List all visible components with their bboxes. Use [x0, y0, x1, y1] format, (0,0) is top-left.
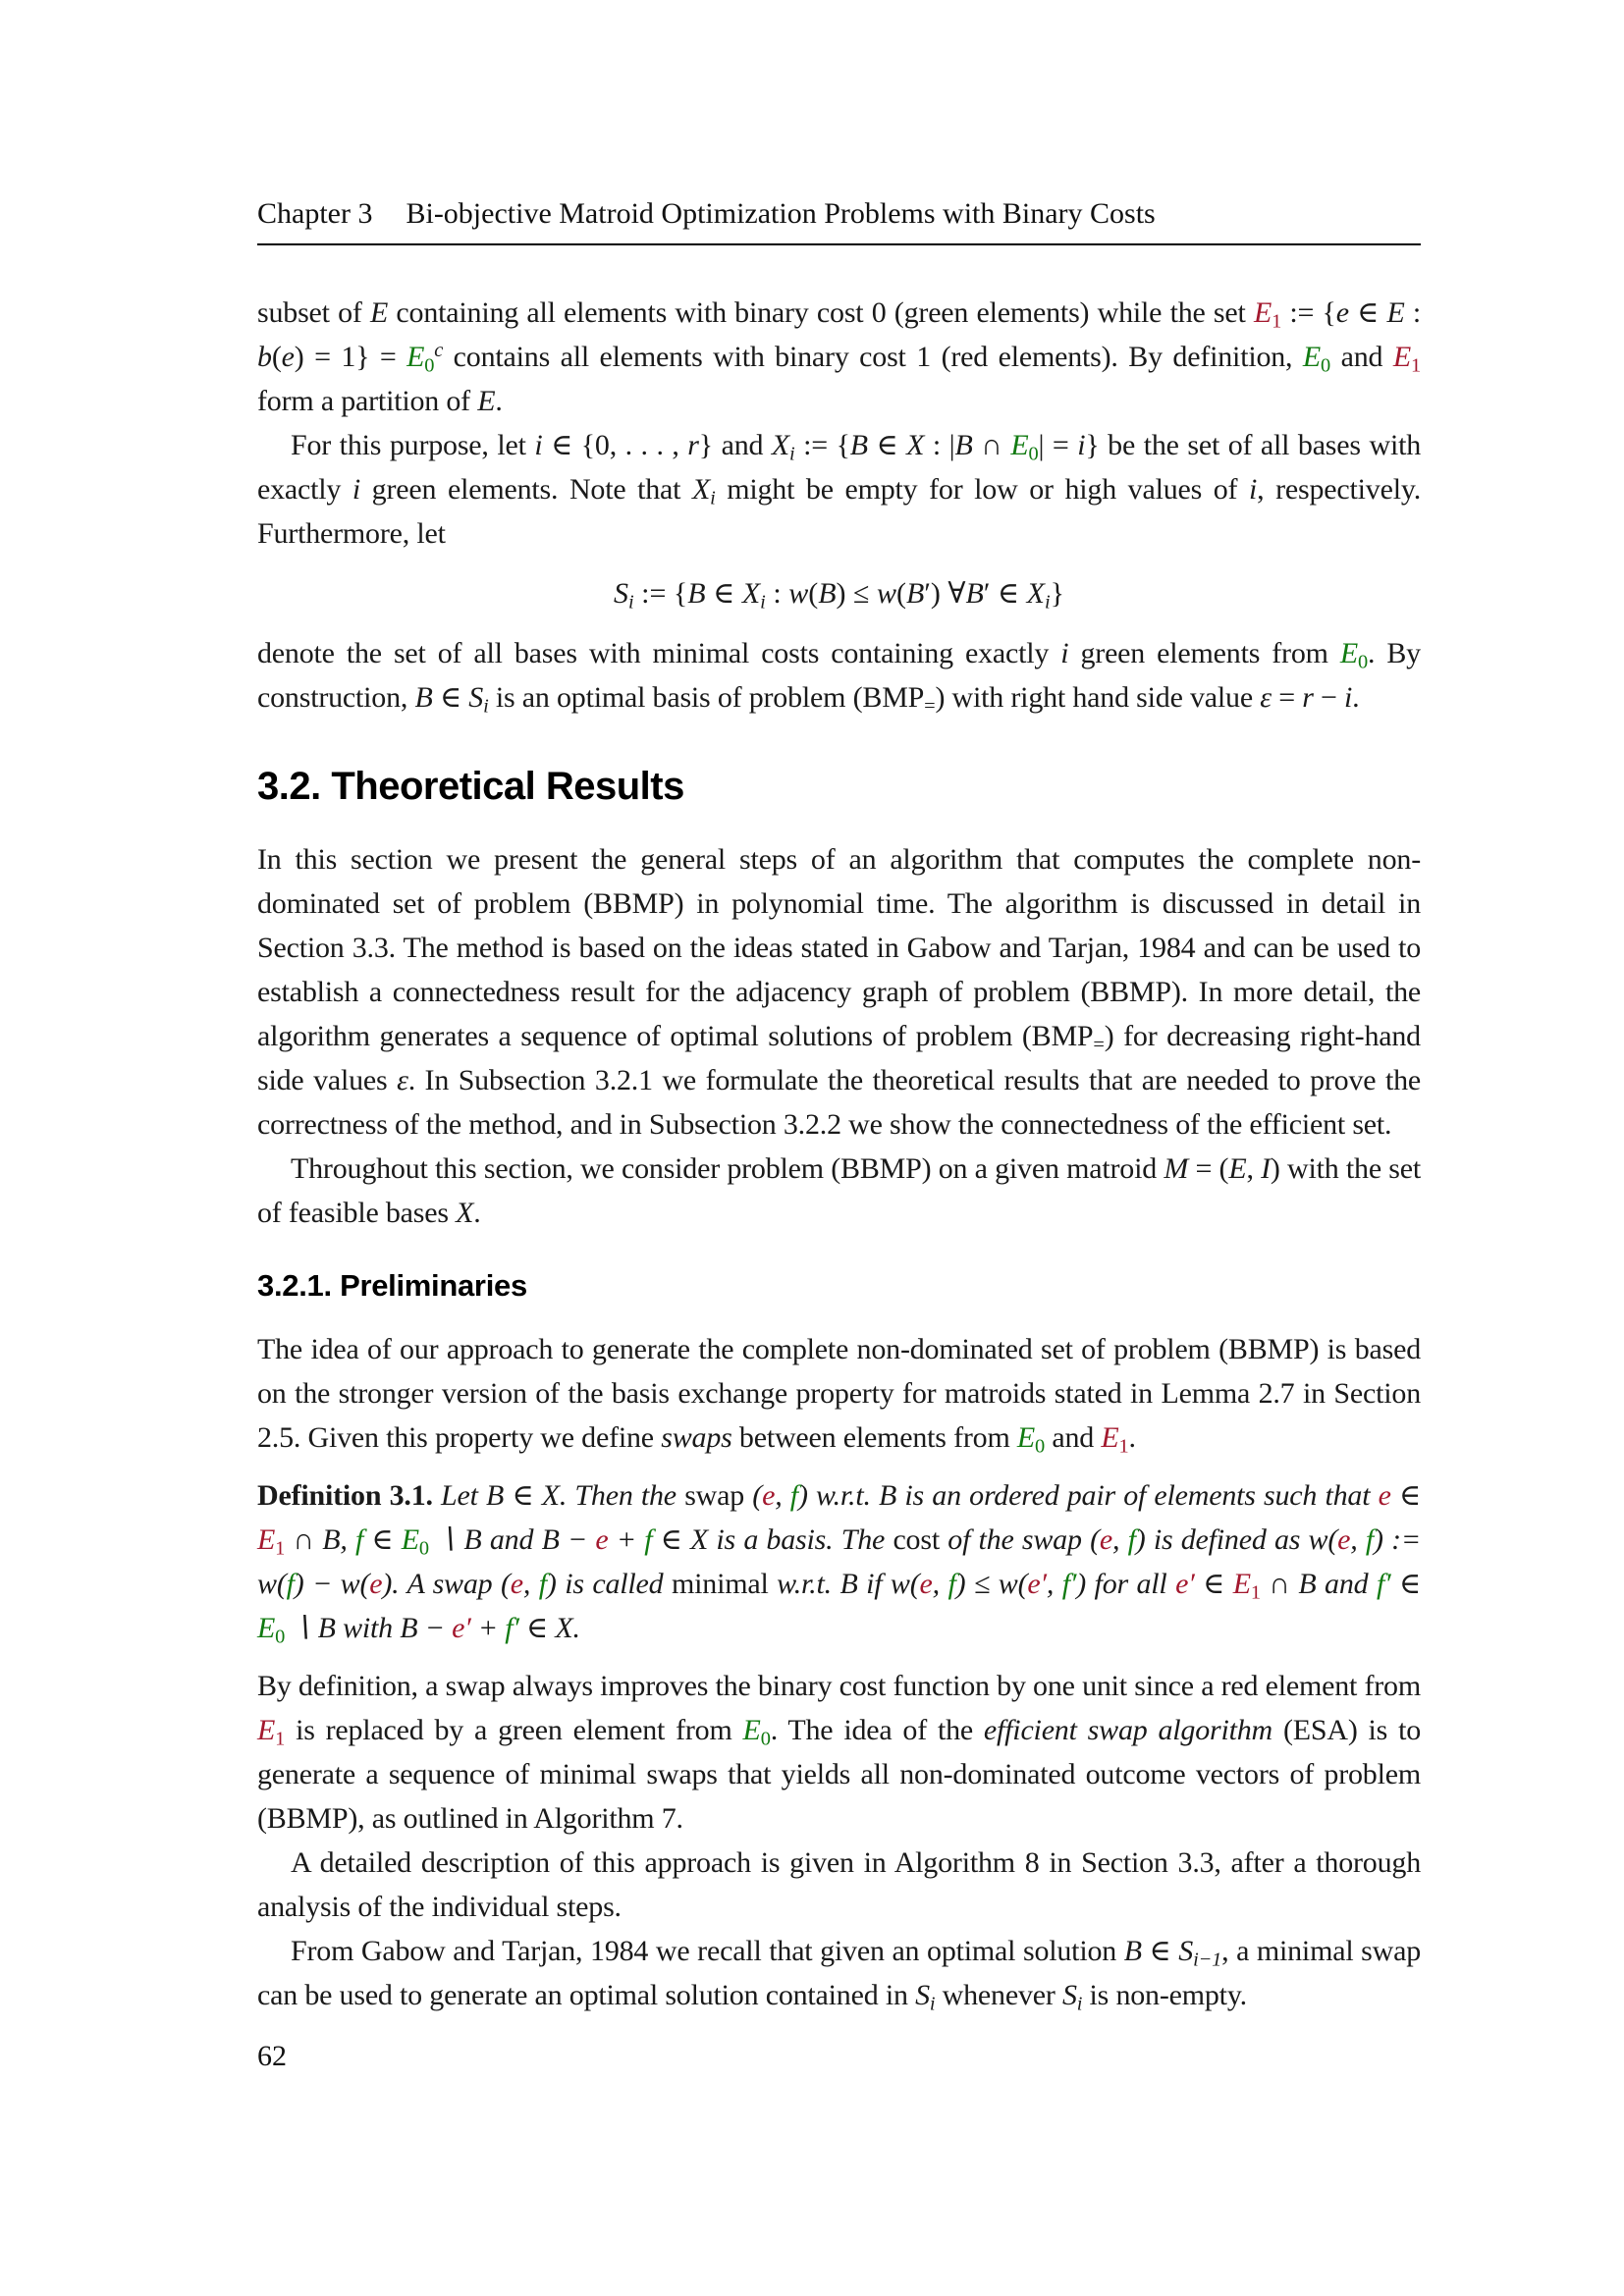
paragraph-detailed-description: A detailed description of this approach is given in Algorithm 8 in Section 3.3, after a thorough analysis of the individual steps.	[257, 1846, 1421, 1923]
equation-si-definition: Si := {B ∈ Xi : w(B) ≤ w(B′) ∀B′ ∈ Xi}	[613, 577, 1065, 614]
chapter-title: Bi-objective Matroid Optimization Problems with Binary Costs	[406, 197, 1156, 230]
paragraph-partition: subset of E containing all elements with binary cost 0 (green elements) while the set E1 := {e ∈ E : $b(e) = 1\} = E0^c$ contains all elements with binary cost 1 (red elements). By definition, E0 and E1 form a partition of E.	[257, 296, 1422, 417]
page-number: 62	[257, 2040, 287, 2072]
paragraph-throughout-section: Throughout this section, we consider problem (BBMP) on a given matroid M = (E, I) with the set of feasible bases X.	[257, 1152, 1421, 1229]
paragraph-gabow-tarjan-recall: From Gabow and Tarjan, 1984 we recall that given an optimal solution B ∈ Si−1, a minimal swap can be used to generate an optimal solution contained in Si whenever Si is non-empty.	[257, 1935, 1421, 2015]
paragraph-approach-idea: The idea of our approach to generate the complete non-dominated set of problem (BBMP) is based on the stronger version of the basis exchange property for matroids stated in Lemma 2.7 in Section 2.5. Given this property we define swaps between elements from E0 and E1.	[257, 1333, 1421, 1458]
definition-3-1: Definition 3.1. Let B ∈ X. Then the swap (e, f) w.r.t. B is an ordered pair of elements such that e ∈ E1 ∩ B, f ∈ E0 ∖ B and B − e + f ∈ X is a basis. The cost of the swap (e, f) is defined as w(e, f) := w(f) − w(e). A swap (e, f) is called minimal w.r.t. B if w(e, f) ≤ w(e′, f′) for all e′ ∈ E1 ∩ B and f′ ∈ E0 ∖ B with B − e′ + f′ ∈ X.	[257, 1479, 1422, 1648]
subsection-heading-preliminaries: 3.2.1. Preliminaries	[257, 1268, 527, 1303]
paragraph-section-overview: In this section we present the general steps of an algorithm that computes the complete non-dominated set of problem (BBMP) in polynomial time. The algorithm is discussed in detail in Section 3.3. The method is based on the ideas stated in Gabow and Tarjan, 1984 and can be used to establish a connectedness result for the adjacency graph of problem (BBMP). In more detail, the algorithm generates a sequence of optimal solutions of problem (BMP=) for decreasing right-hand side values ε. In Subsection 3.2.1 we formulate the theoretical results that are needed to prove the correctness of the method, and in Subsection 3.2.2 we show the connectedness of the efficient set.	[257, 843, 1421, 1141]
page-content	[257, 196, 1421, 2017]
chapter-label: Chapter 3	[257, 197, 373, 230]
section-heading-theoretical-results: 3.2. Theoretical Results	[257, 765, 684, 808]
running-header-line	[257, 196, 1421, 232]
paragraph-swap-improves: By definition, a swap always improves the binary cost function by one unit since a red element from E1 is replaced by a green element from E0. The idea of the efficient swap algorithm (ESA) is to generate a sequence of minimal swaps that yields all non-dominated outcome vectors of problem (BBMP), as outlined in Algorithm 7.	[257, 1670, 1422, 1835]
header-rule	[257, 243, 1421, 245]
page-body	[257, 291, 1421, 2017]
running-header	[257, 196, 1421, 245]
paragraph-bases-definition: For this purpose, let i ∈ {0, . . . , r} and Xi := {B ∈ X : |B ∩ E0| = i} be the set of all bases with exactly i green elements. Note that Xi might be empty for low or high values of i, respectively. Furthermore, let	[257, 429, 1422, 550]
paragraph-optimal-basis: denote the set of all bases with minimal costs containing exactly i green elements from E0. By construction, B ∈ Si is an optimal basis of problem (BMP=) with right hand side value ε = r − i.	[257, 637, 1421, 718]
page-footer	[257, 2040, 287, 2073]
